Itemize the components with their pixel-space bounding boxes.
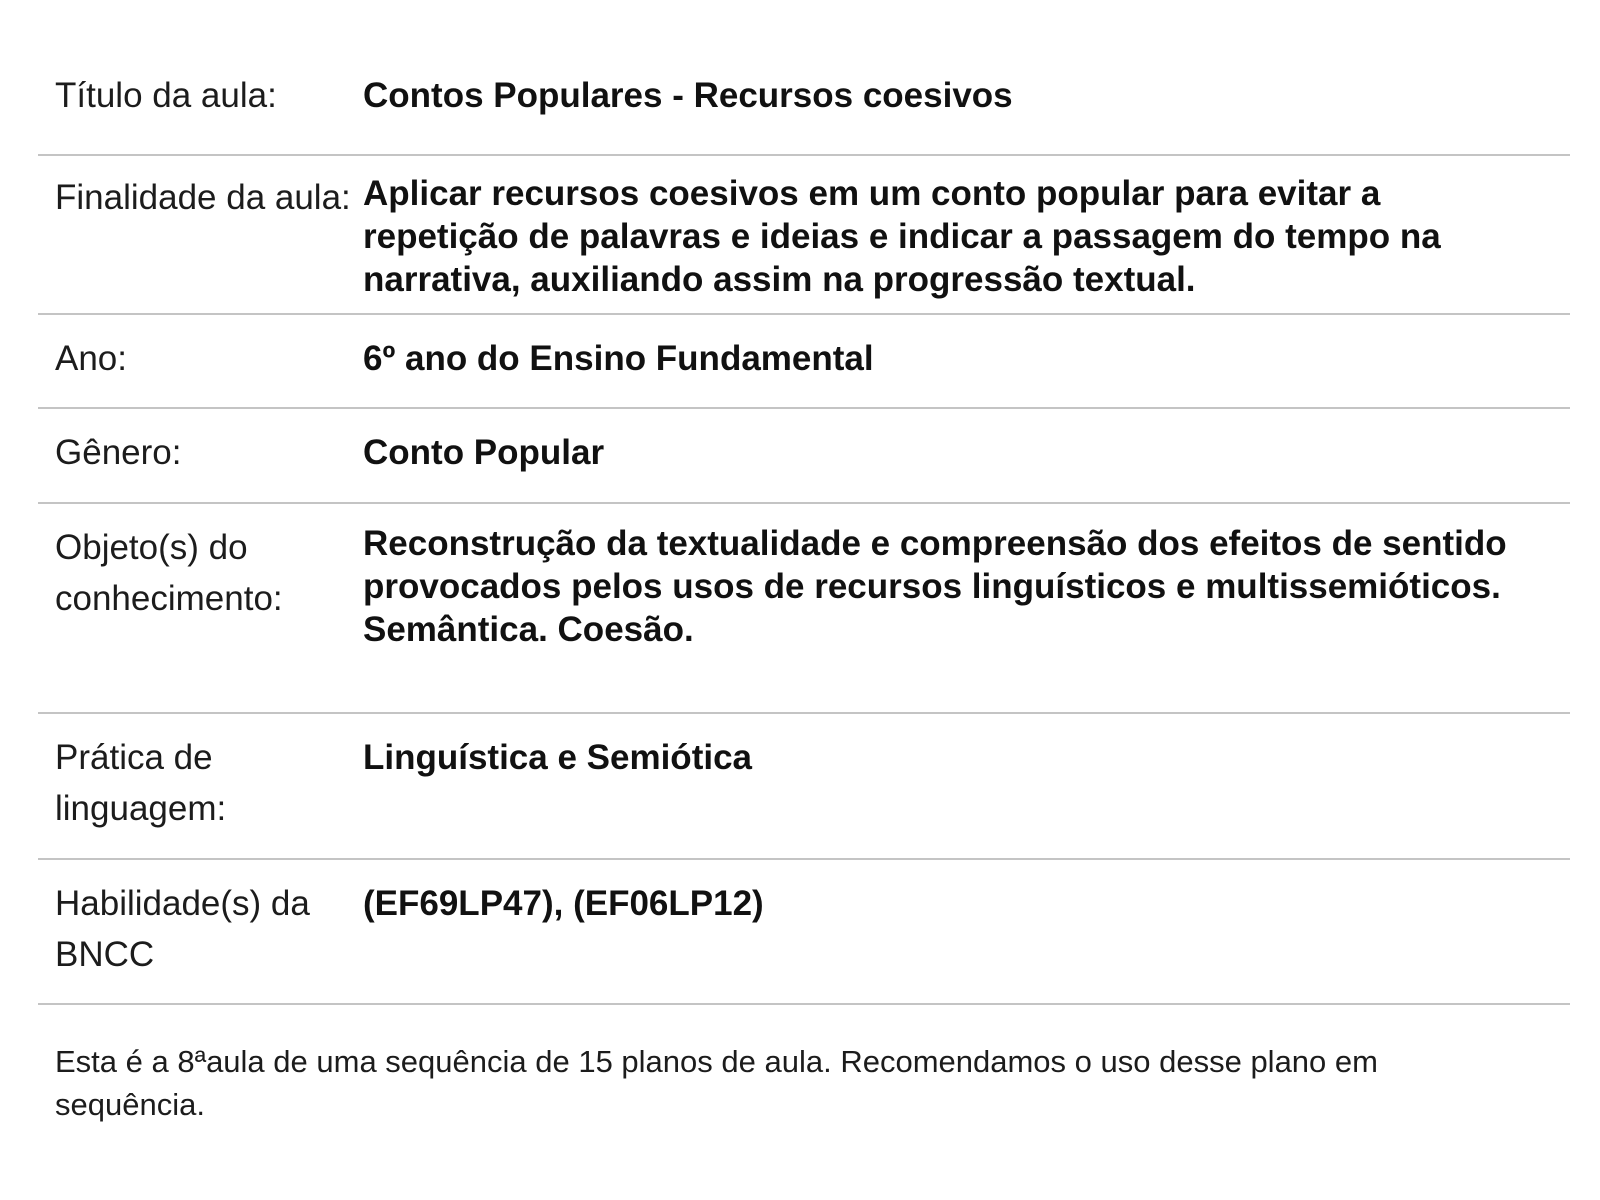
row-value: Contos Populares - Recursos coesivos bbox=[363, 76, 1013, 115]
row-label: Título da aula: bbox=[55, 76, 277, 115]
row-label: Ano: bbox=[55, 339, 127, 378]
row-value: Aplicar recursos coesivos em um conto popular para evitar a repetição de palavras e ideias e indicar a passagem do tempo na narrativa, auxiliando assim na progressão textual. bbox=[363, 174, 1441, 299]
row-school-year bbox=[38, 315, 1570, 409]
lesson-info-table bbox=[38, 50, 1570, 1005]
row-lesson-title bbox=[38, 50, 1570, 156]
row-label: Objeto(s) do conhecimento: bbox=[55, 528, 283, 618]
row-value: Conto Popular bbox=[363, 433, 605, 472]
row-label: Gênero: bbox=[55, 433, 182, 472]
row-knowledge-objects bbox=[38, 504, 1570, 714]
row-language-practice bbox=[38, 714, 1570, 860]
row-genre bbox=[38, 409, 1570, 504]
row-value: Reconstrução da textualidade e compreensão dos efeitos de sentido provocados pelos usos de recursos linguísticos e multissemióticos. Semântica. Coesão. bbox=[363, 524, 1507, 649]
row-bncc-skills bbox=[38, 860, 1570, 1005]
row-value: (EF69LP47), (EF06LP12) bbox=[363, 884, 764, 923]
row-label: Habilidade(s) da BNCC bbox=[55, 884, 310, 974]
sequence-note: Esta é a 8ªaula de uma sequência de 15 planos de aula. Recomendamos o uso desse plano em sequência. bbox=[55, 1044, 1378, 1122]
row-value: Linguística e Semiótica bbox=[363, 738, 752, 777]
row-value: 6º ano do Ensino Fundamental bbox=[363, 339, 874, 378]
row-label: Prática de linguagem: bbox=[55, 738, 227, 828]
row-lesson-purpose bbox=[38, 156, 1570, 315]
row-label: Finalidade da aula: bbox=[55, 178, 351, 217]
